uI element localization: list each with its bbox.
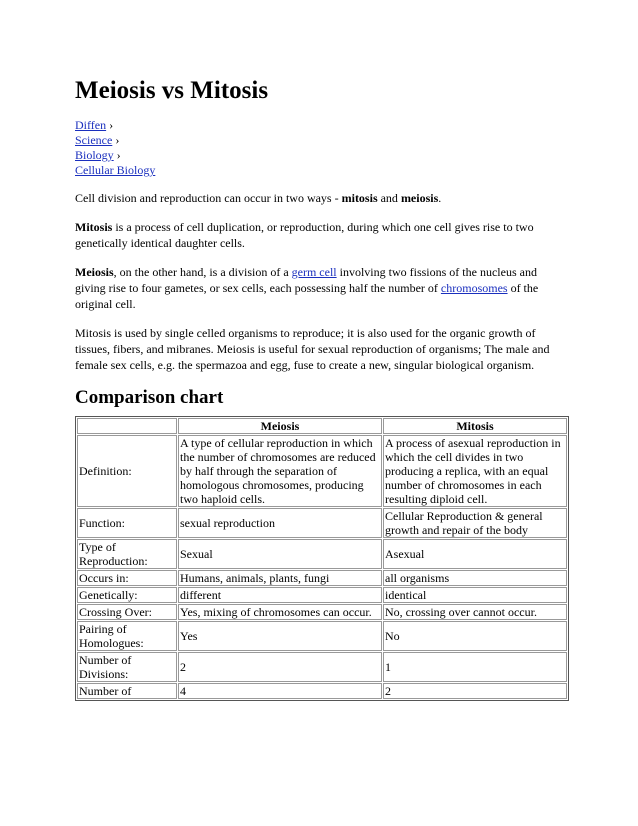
mitosis-cell: Asexual — [383, 539, 567, 569]
chromosomes-link[interactable]: chromosomes — [440, 281, 508, 295]
mitosis-cell: A process of asexual reproduction in which the cell divides in two producing a replica, with an equal number of chromosomes in each resulting diploid cell. — [383, 435, 567, 507]
mitosis-cell: No, crossing over cannot occur. — [383, 604, 567, 620]
table-row — [77, 539, 567, 569]
table-row — [77, 621, 567, 651]
breadcrumb-item — [75, 163, 565, 178]
breadcrumb-separator: › — [116, 148, 121, 162]
meiosis-term: meiosis — [400, 191, 439, 205]
breadcrumb-link-biology[interactable]: Biology — [75, 148, 114, 162]
table-header-row — [77, 418, 567, 434]
mitosis-cell: 2 — [383, 683, 567, 699]
breadcrumb-item — [75, 133, 565, 148]
mitosis-term: Mitosis — [75, 220, 113, 234]
mitosis-cell: identical — [383, 587, 567, 603]
table-header-cell: Meiosis — [178, 418, 382, 434]
breadcrumb-item — [75, 148, 565, 163]
table-row — [77, 570, 567, 586]
breadcrumb-item — [75, 118, 565, 133]
breadcrumb-separator: › — [115, 133, 120, 147]
breadcrumb-link-diffen[interactable]: Diffen — [75, 118, 107, 132]
table-row — [77, 683, 567, 699]
row-label: Occurs in: — [77, 570, 177, 586]
breadcrumb-separator: › — [109, 118, 114, 132]
comparison-heading: Comparison chart — [75, 387, 224, 408]
row-label: Pairing of Homologues: — [77, 621, 177, 651]
row-label: Function: — [77, 508, 177, 538]
row-label: Type of Reproduction: — [77, 539, 177, 569]
germ-cell-link[interactable]: germ cell — [291, 265, 337, 279]
table-row — [77, 508, 567, 538]
table-row — [77, 604, 567, 620]
mitosis-cell: all organisms — [383, 570, 567, 586]
mitosis-paragraph: Mitosis is a process of cell duplication, or reproduction, during which one cell gives rise to two genetically identical daughter cells. — [75, 220, 534, 250]
row-label: Definition: — [77, 435, 177, 507]
document-page — [75, 76, 565, 701]
mitosis-cell: Cellular Reproduction & general growth and repair of the body — [383, 508, 567, 538]
meiosis-cell: Humans, animals, plants, fungi — [178, 570, 382, 586]
table-row — [77, 435, 567, 507]
breadcrumb — [75, 118, 565, 178]
row-label: Genetically: — [77, 587, 177, 603]
row-label: Crossing Over: — [77, 604, 177, 620]
meiosis-cell: A type of cellular reproduction in which the number of chromosomes are reduced by half through the separation of homologous chromosomes, producing two haploid cells. — [178, 435, 382, 507]
mitosis-cell: No — [383, 621, 567, 651]
breadcrumb-link-science[interactable]: Science — [75, 133, 113, 147]
table-row — [77, 652, 567, 682]
meiosis-cell: Sexual — [178, 539, 382, 569]
meiosis-cell: 4 — [178, 683, 382, 699]
page-title: Meiosis vs Mitosis — [75, 77, 269, 104]
meiosis-cell: 2 — [178, 652, 382, 682]
meiosis-cell: Yes, mixing of chromosomes can occur. — [178, 604, 382, 620]
mitosis-cell: 1 — [383, 652, 567, 682]
meiosis-paragraph: Meiosis, on the other hand, is a division of a germ cell involving two fissions of the nucleus and giving rise to four gametes, or sex cells, each possessing half the number of chromosomes of the original cell. — [75, 265, 539, 311]
usage-paragraph: Mitosis is used by single celled organisms to reproduce; it is also used for the organic growth of tissues, fibers, and mibranes. Meiosis is useful for sexual reproduction of organisms; The male and female sex cells, e.g. the spermazoa and egg, fuse to create a new, singular biological organism. — [75, 326, 550, 372]
table-header-cell: Mitosis — [383, 418, 567, 434]
row-label: Number of — [77, 683, 177, 699]
table-row — [77, 587, 567, 603]
meiosis-cell: different — [178, 587, 382, 603]
intro-paragraph: Cell division and reproduction can occur in two ways - mitosis and meiosis. — [75, 191, 442, 205]
table-header-cell — [77, 418, 177, 434]
comparison-table — [75, 416, 569, 701]
mitosis-term: mitosis — [341, 191, 378, 205]
meiosis-term: Meiosis — [75, 265, 114, 279]
breadcrumb-link-cellular-biology[interactable]: Cellular Biology — [75, 163, 156, 177]
meiosis-cell: sexual reproduction — [178, 508, 382, 538]
row-label: Number of Divisions: — [77, 652, 177, 682]
meiosis-cell: Yes — [178, 621, 382, 651]
